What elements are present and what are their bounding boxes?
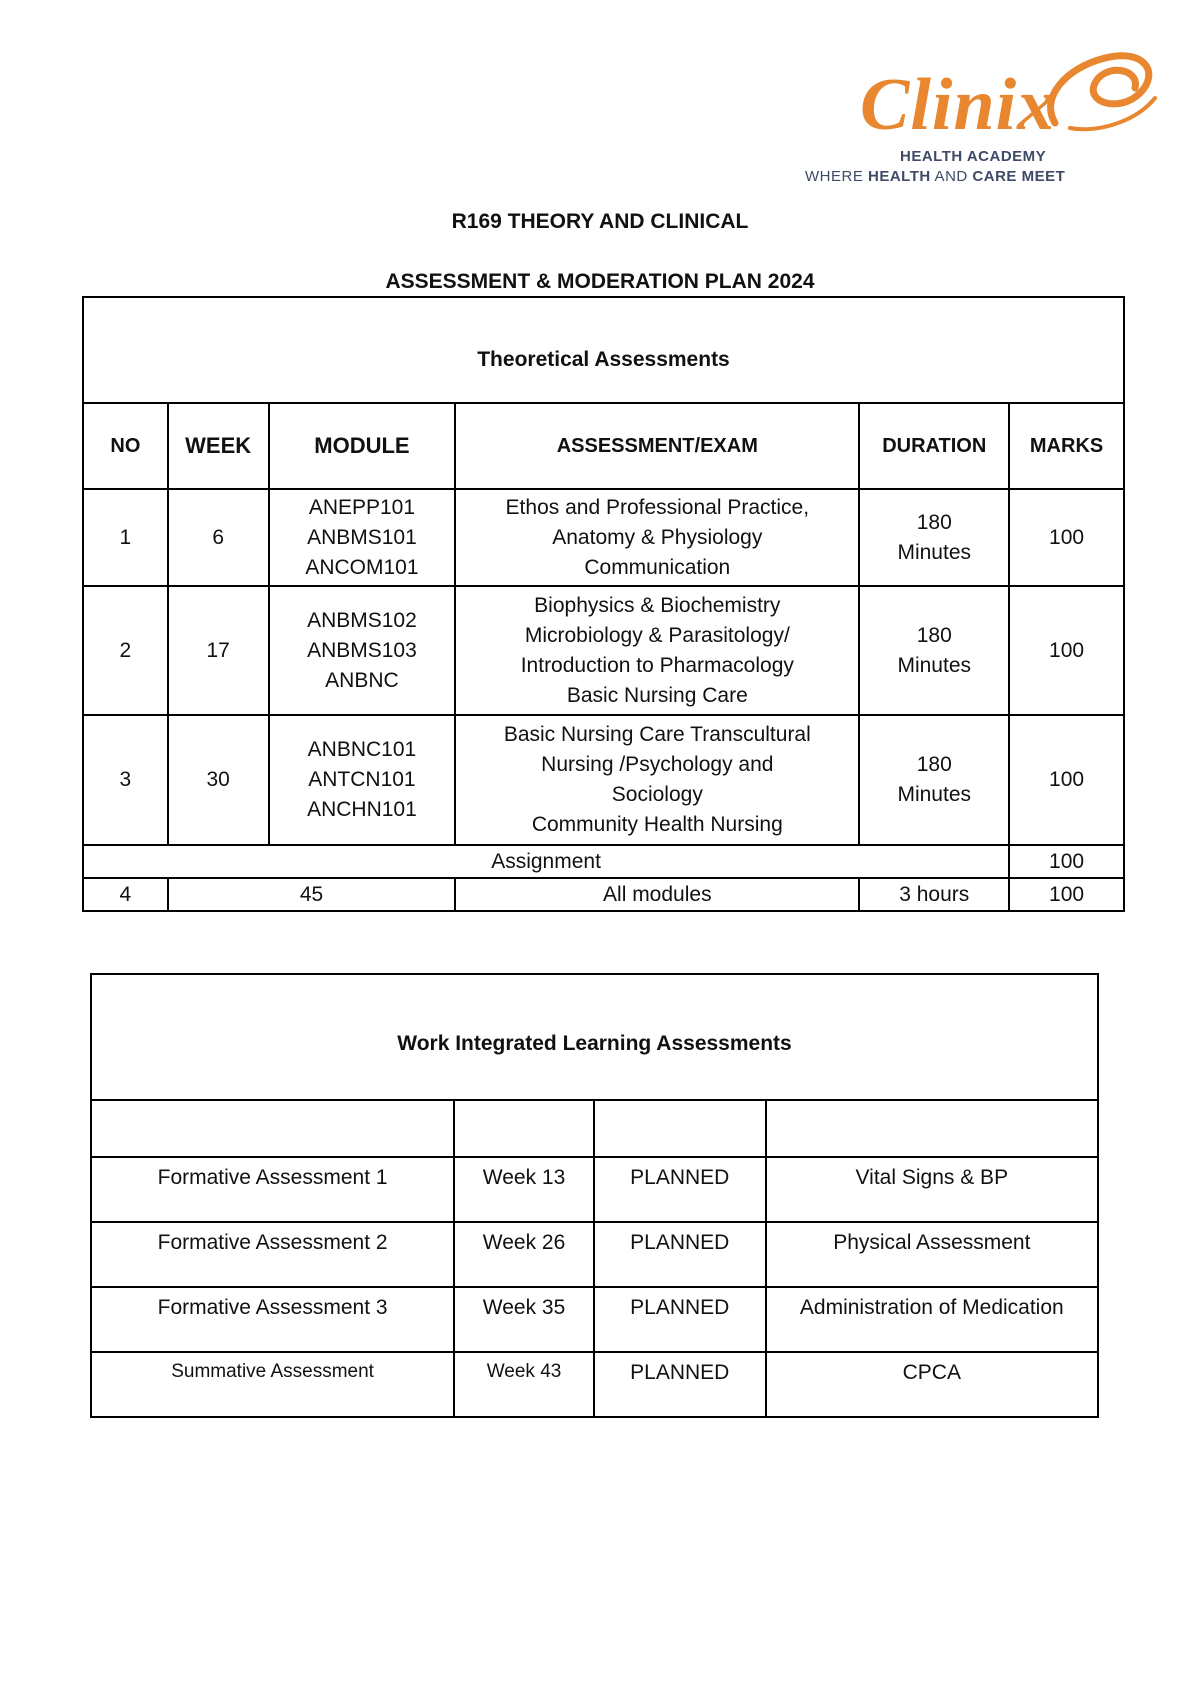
cell-topic: Physical Assessment [766, 1222, 1098, 1287]
cell-assessment: Basic Nursing Care Transcultural Nursing /Psychology and Sociology Community Health Nursing [455, 715, 859, 845]
cell-week: 30 [168, 715, 269, 845]
cell-assessment: All modules [455, 878, 859, 911]
table-row [83, 586, 1124, 715]
cell-week: Week 35 [454, 1287, 594, 1352]
cell-week: Week 13 [454, 1157, 594, 1222]
cell-no: 3 [83, 715, 168, 845]
logo-subtitle: HEALTH ACADEMY [900, 148, 1047, 165]
document-title-line2: ASSESSMENT & MODERATION PLAN 2024 [385, 270, 815, 293]
column-header-week: WEEK [168, 403, 269, 489]
cell-assessment: Ethos and Professional Practice, Anatomy & Physiology Communication [455, 489, 859, 586]
table-row [83, 715, 1124, 845]
cell-marks: 100 [1009, 489, 1124, 586]
empty-cell [91, 1100, 454, 1157]
cell-duration: 3 hours [859, 878, 1009, 911]
cell-no: 1 [83, 489, 168, 586]
wil-assessments-table [90, 973, 1099, 1418]
blank-header-row [91, 1100, 1098, 1157]
clinix-logo [805, 28, 1165, 188]
column-header-duration: DURATION [859, 403, 1009, 489]
cell-week: 6 [168, 489, 269, 586]
table-row [83, 489, 1124, 586]
cell-topic: CPCA [766, 1352, 1098, 1417]
column-header-assessment: ASSESSMENT/EXAM [455, 403, 859, 489]
logo-brand-text: Clinix [860, 64, 1056, 146]
cell-week: 17 [168, 586, 269, 715]
table-row [91, 1222, 1098, 1287]
document-title-line1: R169 THEORY AND CLINICAL [451, 210, 749, 233]
cell-assessment-name: Formative Assessment 1 [91, 1157, 454, 1222]
cell-modules: ANBMS102 ANBMS103 ANBNC [269, 586, 456, 715]
cell-week: Week 43 [454, 1352, 594, 1417]
cell-duration: 180 Minutes [859, 489, 1009, 586]
table-row [91, 1287, 1098, 1352]
table-row [91, 1352, 1098, 1417]
final-exam-row [83, 878, 1124, 911]
cell-status: PLANNED [594, 1287, 766, 1352]
cell-modules: ANBNC101 ANTCN101 ANCHN101 [269, 715, 456, 845]
column-header-no: NO [83, 403, 168, 489]
cell-duration: 180 Minutes [859, 715, 1009, 845]
column-header-marks: MARKS [1009, 403, 1124, 489]
cell-assessment-name: Formative Assessment 2 [91, 1222, 454, 1287]
cell-marks: 100 [1009, 586, 1124, 715]
cell-status: PLANNED [594, 1352, 766, 1417]
empty-cell [766, 1100, 1098, 1157]
cell-assessment-name: Formative Assessment 3 [91, 1287, 454, 1352]
empty-cell [594, 1100, 766, 1157]
column-header-module: MODULE [269, 403, 456, 489]
cell-no: 2 [83, 586, 168, 715]
cell-week: Week 26 [454, 1222, 594, 1287]
table-row [91, 1157, 1098, 1222]
cell-modules: ANEPP101 ANBMS101 ANCOM101 [269, 489, 456, 586]
cell-assessment: Biophysics & Biochemistry Microbiology & Parasitology/ Introduction to Pharmacology Basic Nursing Care [455, 586, 859, 715]
theoretical-assessments-table [82, 296, 1125, 912]
cell-no: 4 [83, 878, 168, 911]
cell-marks: 100 [1009, 878, 1124, 911]
cell-assessment-name: Summative Assessment [91, 1352, 454, 1417]
assignment-marks: 100 [1009, 845, 1124, 878]
cell-status: PLANNED [594, 1157, 766, 1222]
cell-status: PLANNED [594, 1222, 766, 1287]
table-heading: Work Integrated Learning Assessments [91, 974, 1098, 1100]
assignment-row [83, 845, 1124, 878]
cell-week: 45 [168, 878, 456, 911]
cell-topic: Vital Signs & BP [766, 1157, 1098, 1222]
logo-tagline: WHERE HEALTH AND CARE MEET [805, 168, 1066, 185]
table-heading: Theoretical Assessments [83, 297, 1124, 403]
empty-cell [454, 1100, 594, 1157]
cell-duration: 180 Minutes [859, 586, 1009, 715]
cell-topic: Administration of Medication [766, 1287, 1098, 1352]
cell-marks: 100 [1009, 715, 1124, 845]
assignment-label: Assignment [83, 845, 1009, 878]
